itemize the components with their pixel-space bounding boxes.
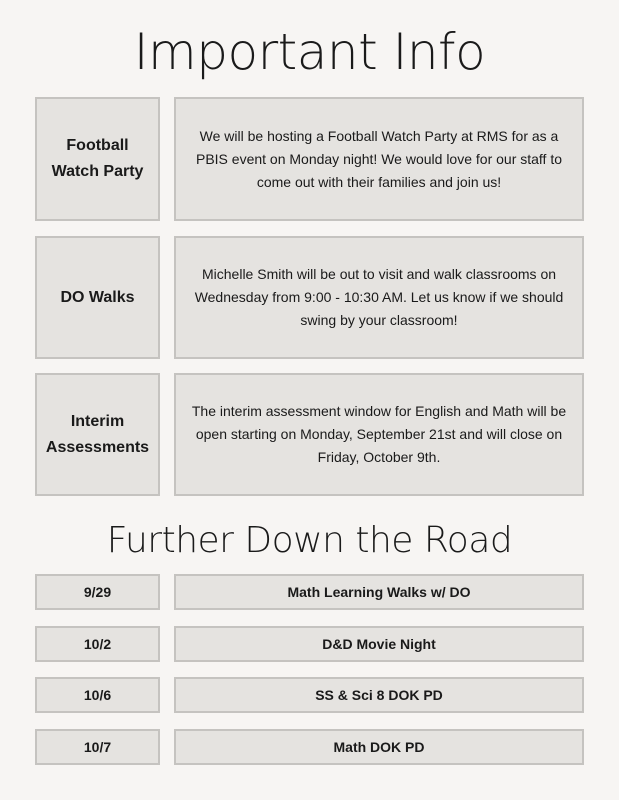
event-name-text: Math Learning Walks w/ DO xyxy=(287,584,471,600)
info-label-text: Interim Assessments xyxy=(45,412,150,456)
info-label-do-walks xyxy=(35,236,160,359)
event-date xyxy=(35,729,160,765)
event-name xyxy=(174,677,584,713)
event-date-text: 10/6 xyxy=(83,687,112,703)
event-date-text: 10/7 xyxy=(83,739,112,755)
info-label-text: DO Walks xyxy=(60,288,135,306)
event-name-text: D&D Movie Night xyxy=(322,636,436,652)
info-description-do-walks xyxy=(174,236,584,359)
info-description-text: The interim assessment window for English and Math will be open starting on Monday, September 21st and will close on Friday, October 9th. xyxy=(191,403,567,465)
page-title: Important Info xyxy=(133,23,486,81)
event-date xyxy=(35,626,160,662)
info-description-football-watch-party xyxy=(174,97,584,221)
event-name xyxy=(174,574,584,610)
event-name-text: Math DOK PD xyxy=(333,739,425,755)
section-title: Further Down the Road xyxy=(106,520,513,561)
event-name-text: SS & Sci 8 DOK PD xyxy=(315,687,443,703)
event-name xyxy=(174,729,584,765)
info-description-interim-assessments xyxy=(174,373,584,496)
info-label-text: Football Watch Party xyxy=(51,137,144,180)
info-label-football-watch-party xyxy=(35,97,160,221)
info-description-text: Michelle Smith will be out to visit and walk classrooms on Wednesday from 9:00 - 10:30 AM. Let us know if we should swing by your classroom! xyxy=(194,266,564,328)
info-label-interim-assessments xyxy=(35,373,160,496)
event-date xyxy=(35,574,160,610)
event-date-text: 10/2 xyxy=(83,636,112,652)
event-date-text: 9/29 xyxy=(83,584,112,600)
event-name xyxy=(174,626,584,662)
info-description-text: We will be hosting a Football Watch Party at RMS for as a PBIS event on Monday night! We would love for our staff to come out with their families and join us! xyxy=(195,127,563,190)
event-date xyxy=(35,677,160,713)
